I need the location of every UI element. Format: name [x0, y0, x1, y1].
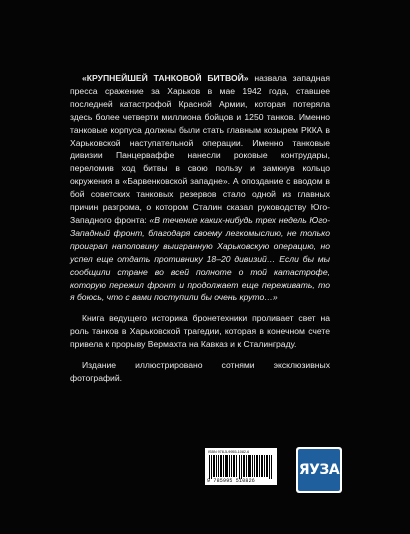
stalin-quote: «В течение каких-нибудь трех недель Юго-Западный фронт, благодаря своему легкомыслию, не только проиграл наполовину выигранную Харьковскую операцию, но успел еще отдать противнику 18–20 дивизий… Если бы мы сообщили стране во всей полноте о той катастрофе, которую пережил фронт и продолжает еще переживать, то я боюсь, что с вами поступили бы очень круто…» [70, 214, 330, 303]
paragraph-1-text: назвала западная пресса сражение за Харьков в мае 1942 года, ставшее последней катастрофой Красной Армии, которая потеряла здесь более четверти миллиона бойцов и 1250 танков. Именно танковые корпуса должны были стать главным козырем РККА в Харьковской наступательной операции. Именно танковые дивизии Панцерваффе нанесли роковые контрудары, переломив ход битвы в свою пользу и замкнув кольцо окружения в «Барвенковской западне». А опоздание с вводом в бой советских танковых резервов стало одной из главных причин разгрома, о котором Сталин сказал руководству Юго-Западного фронта: [70, 73, 330, 225]
paragraph-3: Издание иллюстрировано сотнями эксклюзивных фотографий. [70, 360, 330, 383]
isbn-barcode-box [205, 448, 277, 485]
paragraph-2: Книга ведущего историка бронетехники проливает свет на роль танков в Харьковской трагедии, которая в конечном счете привела к прорыву Вермахта на Кавказ и к Сталинграду. [70, 313, 330, 350]
annotation-text [70, 72, 330, 385]
isbn-digits: 9 785995 510826 [207, 478, 256, 484]
isbn-label: ISBN 978-5-9955-1082-6 [208, 450, 250, 454]
publisher-logo-text: ЯУЗА [298, 449, 340, 491]
publisher-logo [296, 447, 342, 493]
barcode-icon [209, 455, 273, 479]
lead-phrase: «КРУПНЕЙШЕЙ ТАНКОВОЙ БИТВОЙ» [82, 73, 249, 83]
paragraph-1 [70, 72, 330, 304]
